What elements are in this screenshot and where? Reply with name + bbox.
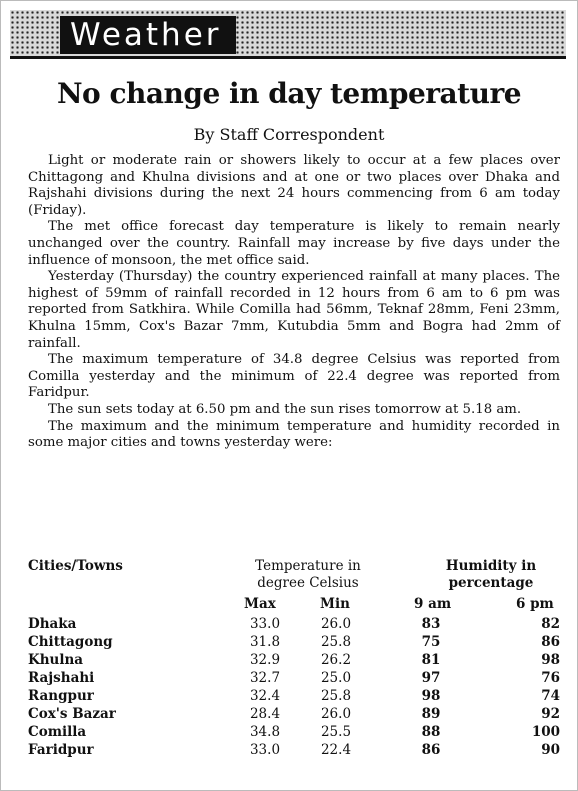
humidity-9am-cell: 75 xyxy=(421,634,441,650)
city-cell: Cox's Bazar xyxy=(28,706,116,722)
humidity-6pm-cell: 82 xyxy=(541,616,560,632)
table-row xyxy=(28,652,560,670)
humidity-9am-cell: 97 xyxy=(421,670,441,686)
table-row xyxy=(28,742,560,760)
city-cell: Rajshahi xyxy=(28,670,95,686)
humidity-6pm-cell: 76 xyxy=(541,670,560,686)
humidity-6pm-cell: 86 xyxy=(541,634,560,650)
city-cell: Rangpur xyxy=(28,688,94,704)
humidity-6pm-cell: 74 xyxy=(541,688,560,704)
paragraph: The met office forecast day temperature is likely to remain nearly unchanged over the country. Rainfall may increase by five days under the influence of monsoon, the met office said. xyxy=(28,219,560,268)
humidity-9am-cell: 83 xyxy=(421,616,441,632)
max-cell: 33.0 xyxy=(249,616,281,632)
max-cell: 32.7 xyxy=(249,670,281,686)
paragraph: The maximum temperature of 34.8 degree Celsius was reported from Comilla yesterday and the minimum of 22.4 degree was reported from Faridpur. xyxy=(28,352,560,401)
humidity-9am-cell: 81 xyxy=(421,652,441,668)
paragraph: The maximum and the minimum temperature and humidity recorded in some major cities and towns yesterday were: xyxy=(28,418,560,451)
max-cell: 28.4 xyxy=(249,706,281,722)
table-row xyxy=(28,634,560,652)
max-cell: 34.8 xyxy=(249,724,281,740)
byline: By Staff Correspondent xyxy=(193,125,385,144)
city-cell: Faridpur xyxy=(28,742,94,758)
humidity-6pm-cell: 90 xyxy=(541,742,560,758)
humidity-6pm-cell: 98 xyxy=(541,652,560,668)
table-row xyxy=(28,670,560,688)
max-cell: 32.9 xyxy=(249,652,281,668)
humidity-9am-cell: 89 xyxy=(421,706,441,722)
min-cell: 26.2 xyxy=(320,652,352,668)
city-cell: Comilla xyxy=(28,724,87,740)
humidity-9am-cell: 88 xyxy=(421,724,441,740)
temperature-header-line2: degree Celsius xyxy=(257,575,359,591)
max-cell: 33.0 xyxy=(249,742,281,758)
max-cell: 31.8 xyxy=(249,634,281,650)
min-subheader: Min xyxy=(320,596,350,612)
table-row xyxy=(28,616,560,634)
headline: No change in day temperature xyxy=(56,77,522,110)
section-banner xyxy=(10,10,566,59)
city-cell: Dhaka xyxy=(28,616,77,632)
min-cell: 25.5 xyxy=(320,724,352,740)
table-row xyxy=(28,688,560,706)
humidity-9am-cell: 98 xyxy=(421,688,441,704)
humidity-header xyxy=(426,558,556,592)
max-subheader: Max xyxy=(244,596,276,612)
article-body xyxy=(28,153,560,452)
humidity-6pm-cell: 92 xyxy=(541,706,560,722)
min-cell: 25.8 xyxy=(320,688,352,704)
humidity-6pm-cell: 100 xyxy=(531,724,560,740)
temperature-header xyxy=(228,558,388,592)
min-cell: 25.0 xyxy=(320,670,352,686)
paragraph: Light or moderate rain or showers likely to occur at a few places over Chittagong and Khulna divisions and at one or two places over Dhaka and Rajshahi divisions during the next 24 hours commencing from 6 am today (Friday). xyxy=(28,153,560,218)
6pm-subheader: 6 pm xyxy=(516,596,554,612)
table-row xyxy=(28,724,560,742)
table-row xyxy=(28,706,560,724)
temperature-header-line1: Temperature in xyxy=(255,558,361,574)
min-cell: 22.4 xyxy=(320,742,352,758)
9am-subheader: 9 am xyxy=(414,596,452,612)
paragraph: Yesterday (Thursday) the country experienced rainfall at many places. The highest of 59mm of rainfall recorded in 12 hours from 6 am to 6 pm was reported from Satkhira. While Comilla had 56mm, Teknaf 28mm, Feni 23mm, Khulna 15mm, Cox's Bazar 7mm, Kutubdia 5mm and Bogra had 2mm of rainfall. xyxy=(28,269,560,351)
paragraph: The sun sets today at 6.50 pm and the sun rises tomorrow at 5.18 am. xyxy=(48,401,522,417)
humidity-9am-cell: 86 xyxy=(421,742,441,758)
min-cell: 25.8 xyxy=(320,634,352,650)
city-cell: Khulna xyxy=(28,652,84,668)
min-cell: 26.0 xyxy=(320,616,352,632)
humidity-header-line2: percentage xyxy=(448,575,534,591)
max-cell: 32.4 xyxy=(249,688,281,704)
city-column-header: Cities/Towns xyxy=(28,558,123,574)
min-cell: 26.0 xyxy=(320,706,352,722)
section-label: Weather xyxy=(60,16,236,54)
city-cell: Chittagong xyxy=(28,634,113,650)
humidity-header-line1: Humidity in xyxy=(445,558,537,574)
